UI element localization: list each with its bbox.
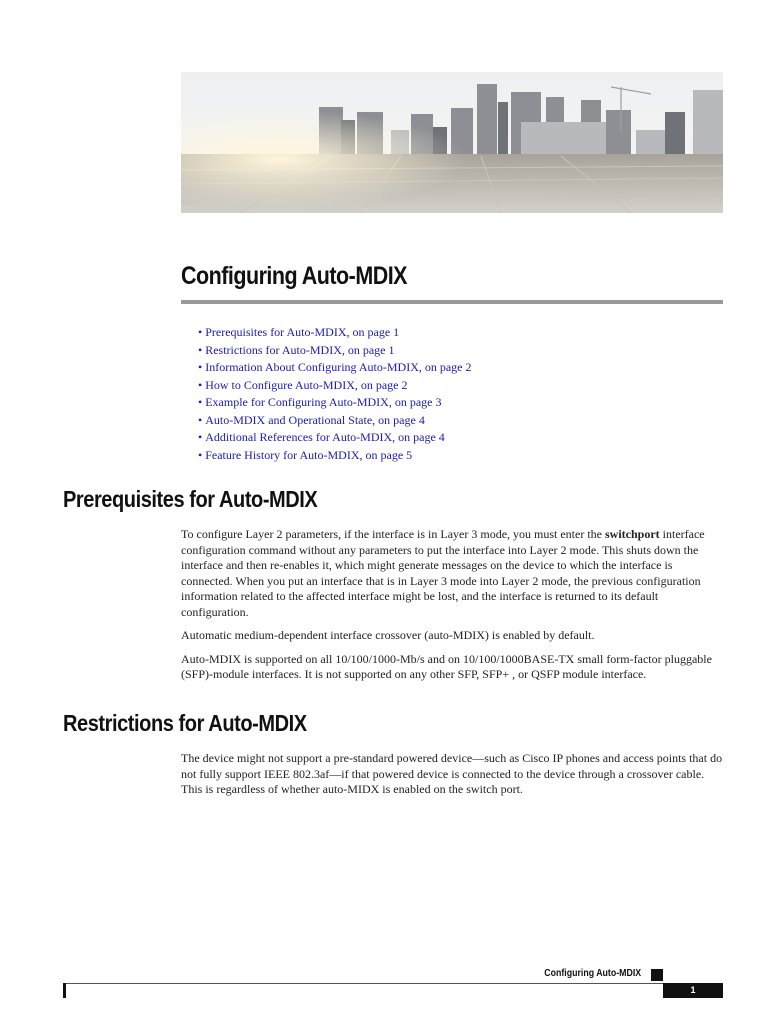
prerequisites-paragraph-2: Automatic medium-dependent interface crossover (auto-MDIX) is enabled by default. (181, 628, 595, 642)
toc-bullet: • (198, 325, 203, 339)
toc-bullet: • (198, 395, 203, 409)
text-run: interface configuration command without any parameters to put the interface into Layer 2 mode. This shuts down the interface and then re-enables it, which might generate messages on the device to which the interface is connected. When you put an interface that is in Layer 3 mode into Layer 2 mode, the previous configuration information related to the affected interface might be lost, and the interface is returned to its default configuration. (181, 527, 705, 619)
switchport-keyword: switchport (605, 527, 660, 541)
toc-item (198, 412, 472, 430)
toc-item (198, 342, 472, 360)
toc-item (198, 429, 472, 447)
toc-bullet: • (198, 447, 203, 462)
header-banner-image (181, 72, 723, 213)
toc-bullet: • (198, 360, 203, 374)
toc-link-operational-state[interactable]: Auto-MDIX and Operational State, on page 4 (205, 412, 425, 427)
toc-link-information[interactable]: Information About Configuring Auto-MDIX, on page 2 (205, 360, 472, 374)
toc-link-feature-history[interactable]: Feature History for Auto-MDIX, on page 5 (205, 447, 413, 462)
footer-rule (63, 983, 663, 984)
toc-bullet: • (198, 412, 203, 427)
footer-left-tick (63, 983, 66, 998)
toc-item (198, 394, 472, 412)
toc-bullet: • (198, 342, 203, 357)
chapter-toc (198, 324, 472, 464)
prerequisites-paragraph-3: Auto-MDIX is supported on all 10/100/1000-Mb/s and on 10/100/1000BASE-TX small form-factor pluggable (SFP)-module interfaces. It is not supported on any other SFP, SFP+ , or QSFP module interface. (181, 651, 712, 681)
toc-bullet: • (198, 430, 203, 444)
section-heading-prerequisites: Prerequisites for Auto-MDIX (63, 486, 318, 512)
prerequisites-body (181, 527, 727, 691)
restrictions-body (181, 751, 727, 806)
restrictions-paragraph-1: The device might not support a pre-standard powered device—such as Cisco IP phones and access points that do not fully support IEEE 802.3af—if that powered device is connected to the device through a crossover cable. This is regardless of whether auto-MIDX is enabled on the switch port. (181, 751, 723, 796)
toc-item (198, 359, 472, 377)
title-rule (181, 300, 723, 304)
toc-link-prerequisites[interactable]: Prerequisites for Auto-MDIX, on page 1 (205, 325, 400, 339)
toc-link-example[interactable]: Example for Configuring Auto-MDIX, on page 3 (205, 395, 442, 409)
prerequisites-paragraph-1 (181, 527, 727, 620)
toc-item (198, 324, 472, 342)
footer-marker (651, 969, 663, 981)
footer-chapter-label: Configuring Auto-MDIX (544, 968, 641, 979)
toc-item (198, 377, 472, 395)
toc-link-how-to-configure[interactable]: How to Configure Auto-MDIX, on page 2 (205, 377, 408, 392)
toc-bullet: • (198, 377, 203, 392)
page-number: 1 (663, 983, 723, 998)
toc-link-additional-references[interactable]: Additional References for Auto-MDIX, on page 4 (205, 430, 445, 444)
text-run: To configure Layer 2 parameters, if the interface is in Layer 3 mode, you must enter the (181, 527, 605, 541)
chapter-title: Configuring Auto-MDIX (181, 262, 408, 290)
section-heading-restrictions: Restrictions for Auto-MDIX (63, 710, 307, 736)
toc-link-restrictions[interactable]: Restrictions for Auto-MDIX, on page 1 (205, 342, 395, 357)
toc-item (198, 447, 472, 465)
